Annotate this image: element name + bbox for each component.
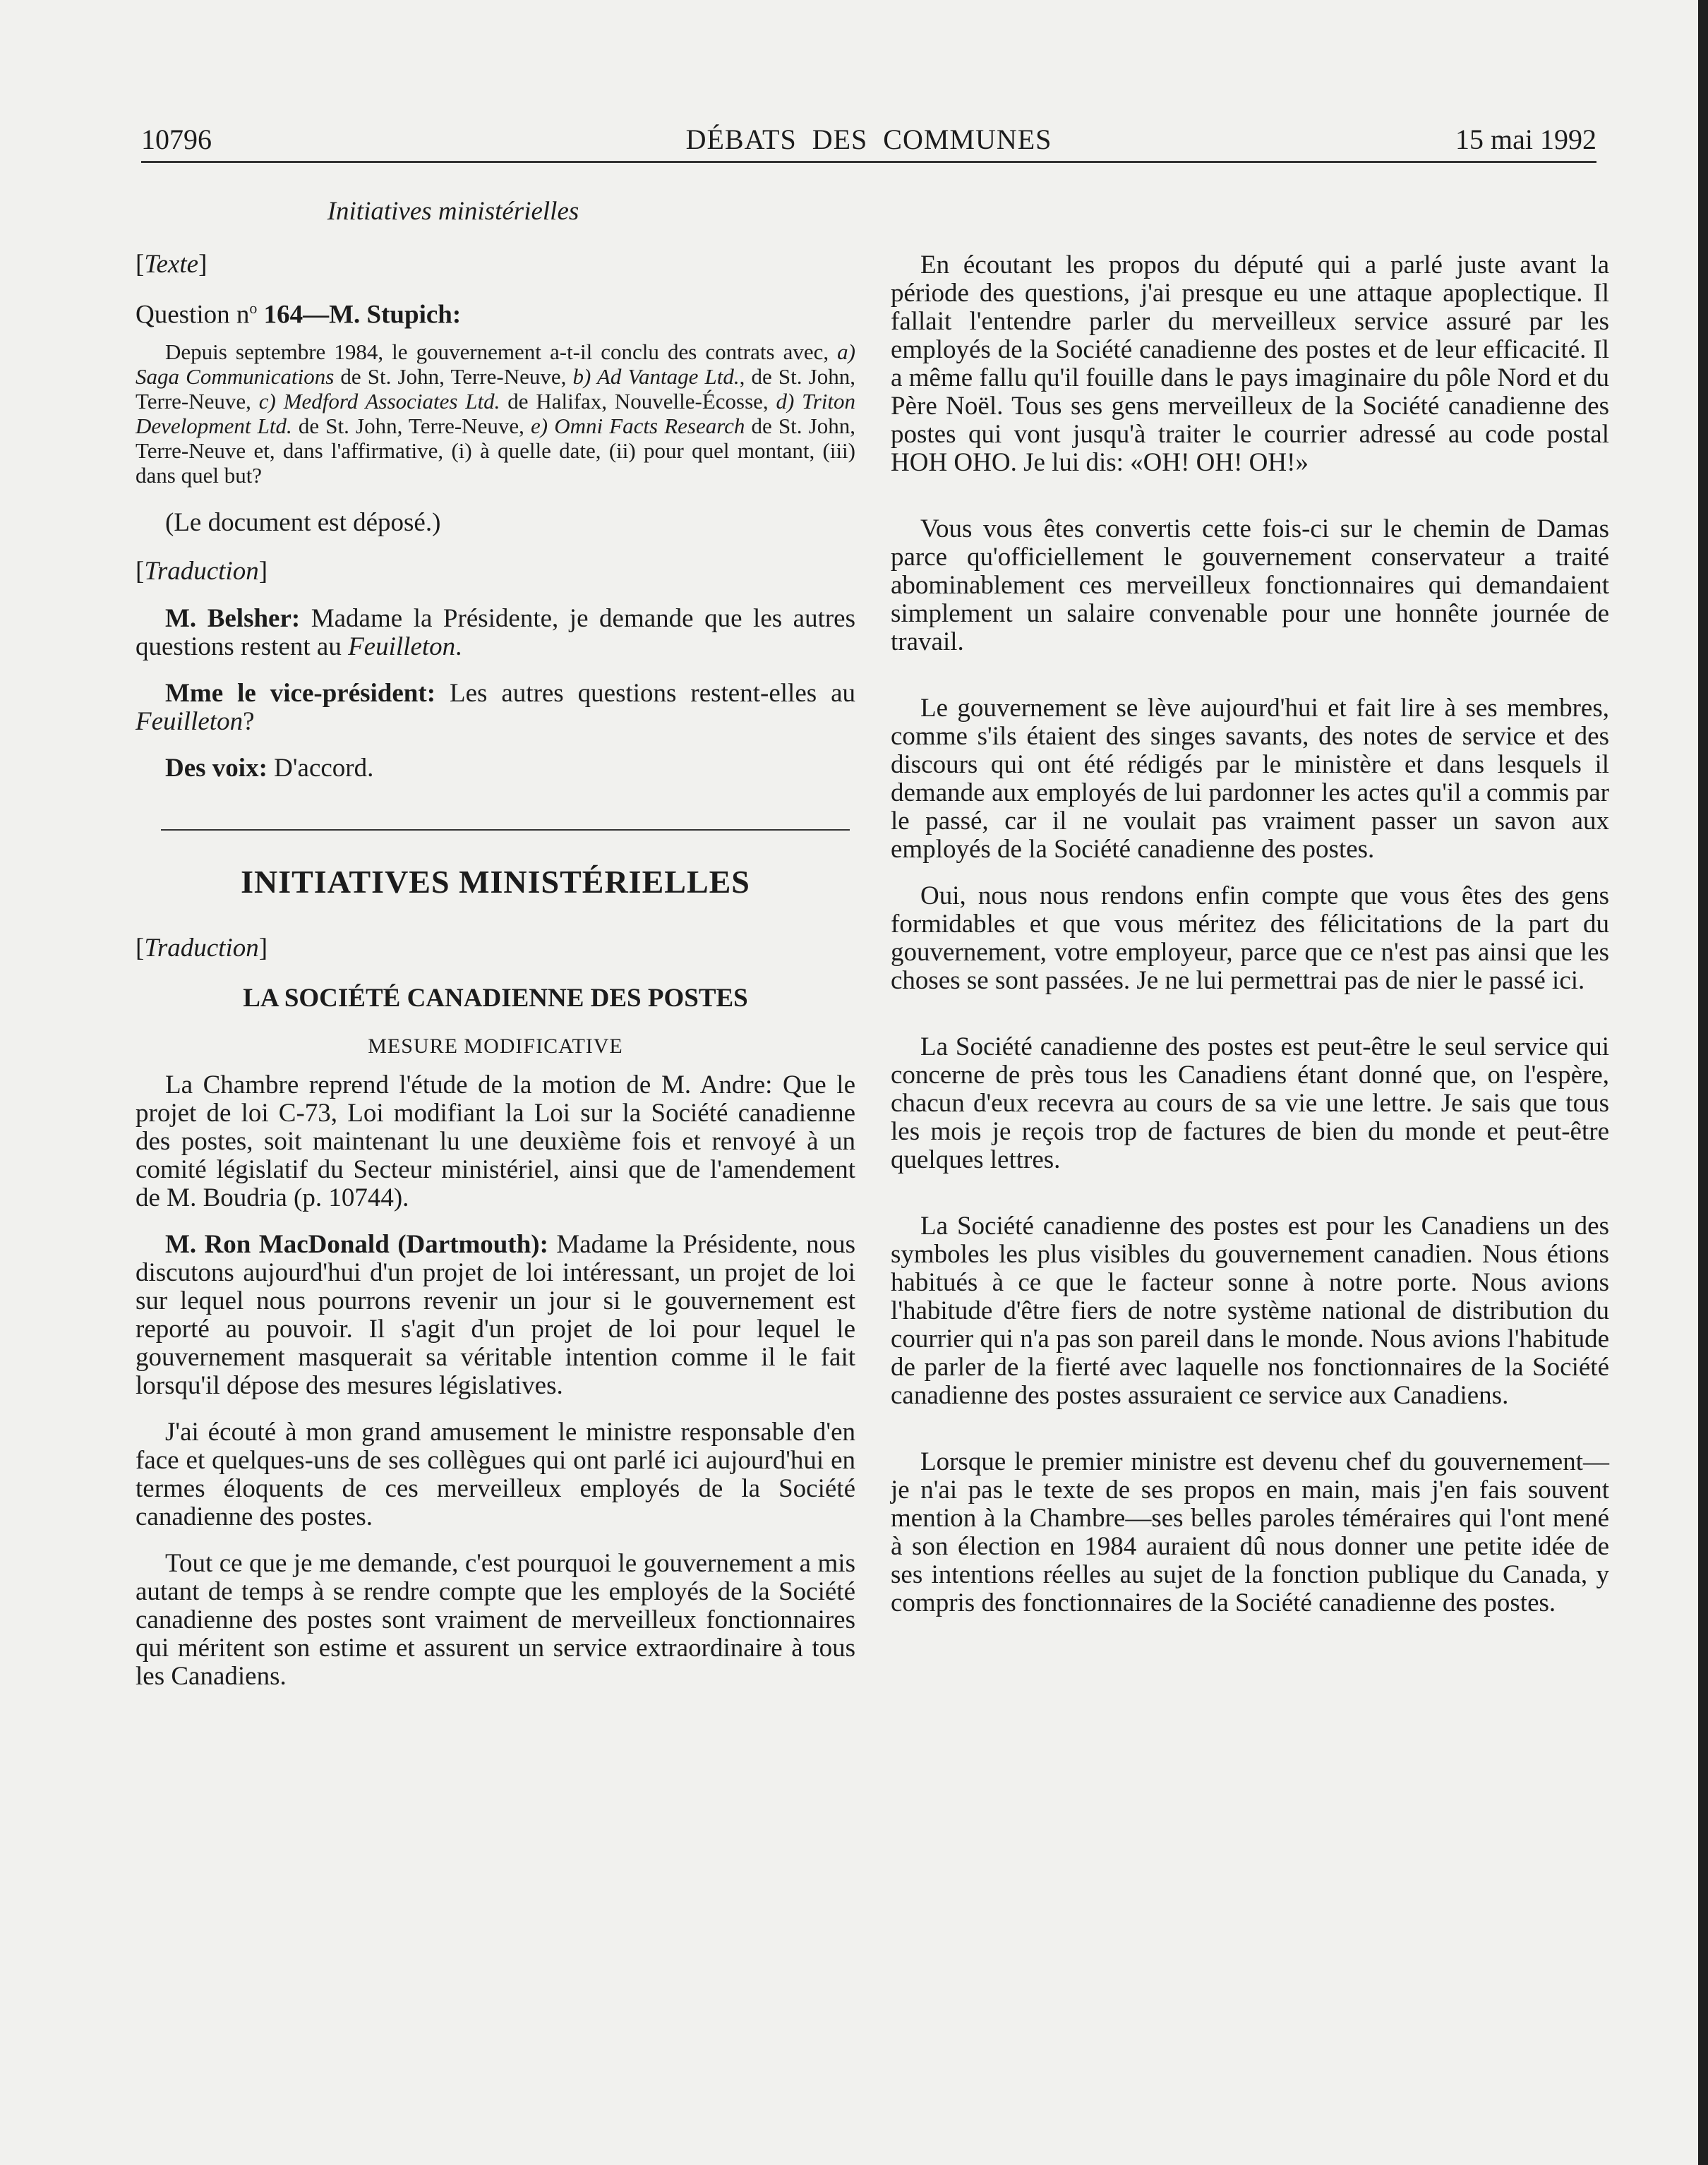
vice-president-paragraph: [136, 680, 855, 736]
speech-text: Les autres questions restent-elles au: [435, 679, 856, 708]
q-part: , de St. John, Terre-Neuve,: [136, 364, 855, 414]
q-part: de Halifax, Nouvelle-Écosse,: [500, 389, 776, 414]
tout-paragraph: Tout ce que je me demande, c'est pourquoi le gouvernement a mis autant de temps à se rendre compte que les employés de la Société canadienne des postes sont vraiment de merveilleux fonctionnaires qui méritent son estime et assurent un service extraordinaire à tous les Canadiens.: [136, 1549, 855, 1691]
speech-text: D'accord.: [267, 754, 374, 783]
right-paragraph: En écoutant les propos du député qui a parlé juste avant la période des questions, j'ai presque eu une attaque apoplectique. Il fallait l'entendre parler du merveilleux service assuré par les employés de la Société canadienne des postes et de leur efficacité. Il a même fallu qu'il fouille dans le pays imaginaire du pôle Nord et du Père Noël. Tous ses gens merveilleux de la Société canadienne des postes qui vont jusqu'à traiter le courrier adressé au code postal HOH OHO. Je lui dis: «OH! OH! OH!»: [891, 251, 1609, 477]
q-part: Saga Communications: [136, 364, 335, 390]
q-part: Triton Development Ltd.: [136, 389, 855, 439]
q-part: a): [837, 339, 855, 365]
voices-paragraph: [136, 754, 855, 783]
traduction-tag-text: Traduction: [144, 557, 259, 586]
subject-title: LA SOCIÉTÉ CANADIENNE DES POSTES: [243, 984, 748, 1013]
running-header: [141, 120, 1596, 163]
question-label: Question n: [136, 300, 250, 330]
question-speaker: 164—M. Stupich:: [257, 300, 462, 330]
speaker-name: M. Ron MacDonald (Dartmouth):: [165, 1230, 548, 1260]
q-part: c): [258, 389, 284, 414]
traduction-tag: [Traduction]: [136, 557, 268, 586]
right-paragraph: La Société canadienne des postes est pour les Canadiens un des symboles les plus visibles du gouvernement canadien. Nous étions habitués à ce que le facteur sonne à notre porte. Nous avions l'habitude d'être fiers de notre système national de distribution du courrier qui n'a pas son pareil dans le monde. Nous avions l'habitude de parler de la fierté avec laquelle nos fonctionnaires de la Société canadienne des postes assuraient ce service aux Canadiens.: [891, 1212, 1609, 1410]
q-part: Ad Vantage Ltd.: [596, 364, 740, 390]
traduction-tag-2: [Traduction]: [136, 934, 268, 963]
right-paragraph: Le gouvernement se lève aujourd'hui et fait lire à ses membres, comme s'ils étaient des singes savants, des notes de service et des discours qui ont été rédigés par le ministère et dans lesquels il demande aux employés de lui pardonner les actes qu'il a commis par le passé, car il ne voulait pas vraiment passer un savon aux employés de la Société canadienne des postes.: [891, 694, 1609, 864]
q-part: e): [530, 414, 555, 439]
q-part: de St. John, Terre-Neuve et, dans l'affirmative, (i) à quelle date, (ii) pour quel montant, (iii) dans quel but?: [136, 414, 855, 488]
speech-end: .: [455, 632, 462, 662]
right-column: [891, 251, 1609, 1617]
subsubject-title: MESURE MODIFICATIVE: [368, 1035, 623, 1059]
motion-paragraph: La Chambre reprend l'étude de la motion de M. Andre: Que le projet de loi C-73, Loi modifiant la Loi sur la Société canadienne des postes, soit maintenant lu une deuxième fois et renvoyé à un comité législatif du Secteur ministériel, ainsi que de l'amendement de M. Boudria (p. 10744).: [136, 1071, 855, 1213]
right-paragraph: Lorsque le premier ministre est devenu chef du gouvernement—je n'ai pas le texte de ses propos en main, mais j'en fais souvent mention à la Chambre—ses belles paroles téméraires qui l'ont mené à son élection en 1984 auraient dû nous donner une petite idée de ses intentions réelles au sujet de la fonction publique du Canada, y compris des fonctionnaires de la Société canadienne des postes.: [891, 1447, 1609, 1617]
q-part: de St. John, Terre-Neuve,: [291, 414, 531, 439]
publication-title: DÉBATS DES COMMUNES: [685, 123, 1052, 155]
right-paragraph: Vous vous êtes convertis cette fois-ci sur le chemin de Damas parce qu'officiellement le gouvernement conservateur a traité abominablement ces merveilleux fonctionnaires qui demandaient simplement un salaire convenable pour une honnête journée de travail.: [891, 514, 1609, 656]
speech-end: ?: [243, 707, 255, 737]
ecoute-paragraph: J'ai écouté à mon grand amusement le ministre responsable d'en face et quelques-uns de ses collègues qui ont parlé ici aujourd'hui en termes éloquents de ces merveilleux employés de la Société canadienne des postes.: [136, 1418, 855, 1532]
section-heading: Initiatives ministérielles: [327, 197, 579, 226]
speaker-name: Des voix:: [165, 754, 267, 783]
q-part: Depuis septembre 1984, le gouvernement a-t-il conclu des contrats avec,: [165, 339, 838, 365]
q-part: Omni Facts Research: [554, 414, 745, 439]
question-sup: o: [249, 299, 258, 317]
speech-text: Madame la Présidente, je demande que les autres questions restent au: [136, 604, 855, 662]
page-edge: [1698, 0, 1708, 2165]
speaker-name: M. Belsher:: [165, 604, 301, 634]
speaker-name: Mme le vice-président:: [165, 679, 436, 708]
page-date: 15 mai 1992: [1455, 123, 1596, 155]
q-part: Medford Associates Ltd.: [283, 389, 500, 414]
deposited-note: (Le document est déposé.): [165, 508, 441, 538]
q-part: d): [776, 389, 802, 414]
question-heading: [136, 299, 855, 330]
texte-tag-text: Texte: [144, 250, 199, 279]
macdonald-paragraph: [136, 1231, 855, 1400]
left-column: [136, 196, 855, 1691]
page-number: 10796: [141, 123, 212, 155]
speech-text: Madame la Présidente, nous discutons aujourd'hui d'un projet de loi intéressant, un projet de loi sur lequel nous pourrons revenir un jour si le gouvernement est reporté au pouvoir. Il s'agit d'un projet de loi pour lequel le gouvernement masquerait sa véritable intention comme il le fait lorsqu'il dépose des mesures législatives.: [136, 1230, 856, 1401]
right-paragraph: La Société canadienne des postes est peut-être le seul service qui concerne de près tous les Canadiens étant donné que, on l'espère, chacun d'eux recevra au cours de sa vie une lettre. Je sais que tous les mois je reçois trop de factures de bien du monde et peut-être quelques lettres.: [891, 1032, 1609, 1174]
traduction-tag-text: Traduction: [144, 934, 259, 963]
texte-tag: [Texte]: [136, 250, 208, 279]
speech-italic: Feuilleton: [348, 632, 456, 662]
q-part: de St. John, Terre-Neuve,: [334, 364, 573, 390]
section-divider: [161, 829, 850, 831]
main-section-title: INITIATIVES MINISTÉRIELLES: [241, 864, 750, 900]
belsher-paragraph: [136, 605, 855, 661]
q-part: b): [572, 364, 597, 390]
speech-italic: Feuilleton: [136, 707, 243, 737]
question-text: [136, 339, 855, 488]
right-paragraph: Oui, nous nous rendons enfin compte que vous êtes des gens formidables et que vous méritez des félicitations de la part du gouvernement, votre employeur, parce que ce n'est pas ainsi que les choses se sont passées. Je ne lui permettrai pas de nier le passé ici.: [891, 881, 1609, 995]
